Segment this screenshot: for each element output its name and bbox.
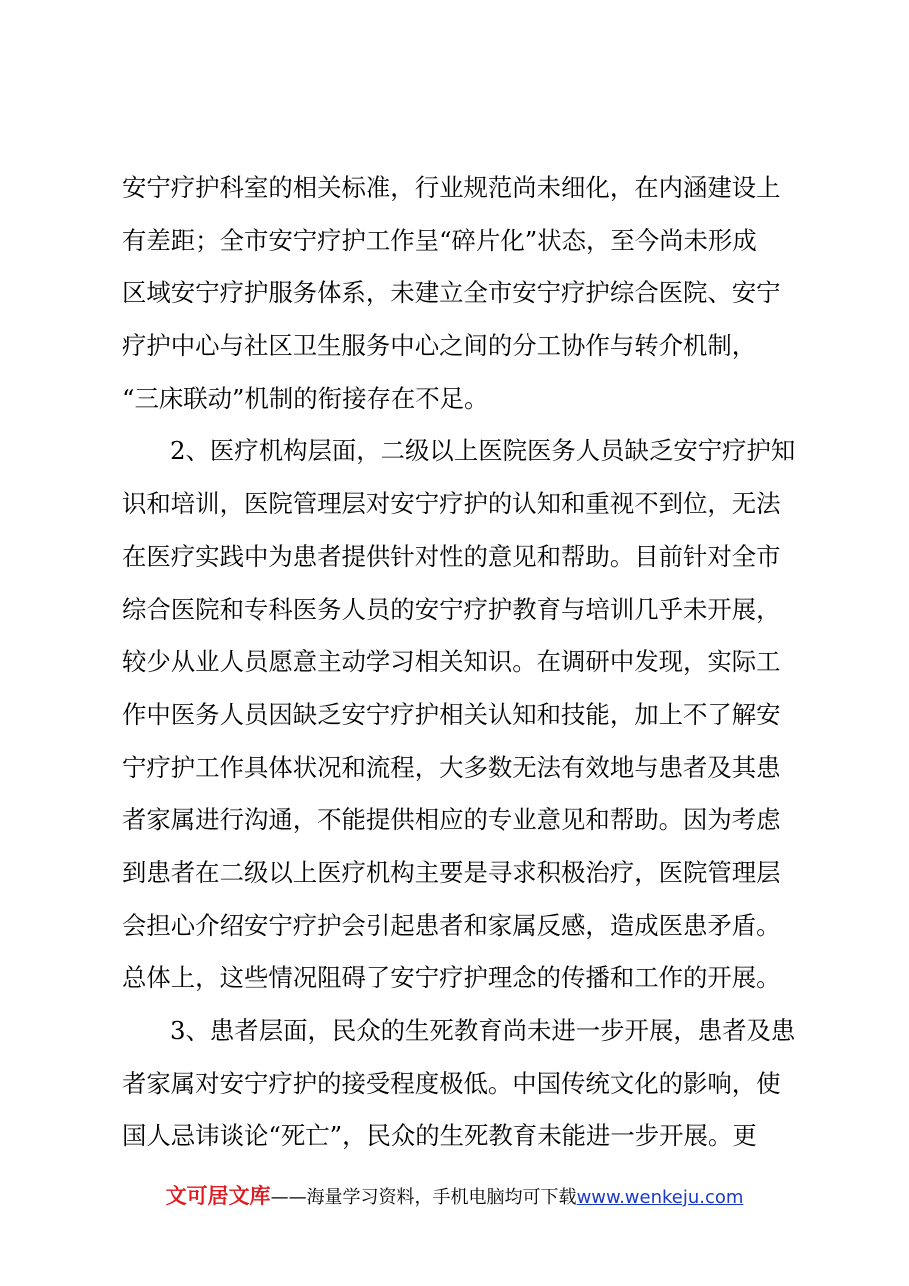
footer-brand: 文可居文库 <box>165 1184 271 1208</box>
text-line: 识和培训，医院管理层对安宁疗护的认知和重视不到位，无法 <box>122 489 781 519</box>
text-line: 国人忌讳谈论“死亡”，民众的生死教育未能进一步开展。更 <box>122 1121 757 1151</box>
footer-website-link[interactable]: www.wenkeju.com <box>576 1187 744 1208</box>
text-line: 有差距；全市安宁疗护工作呈“碎片化”状态，至今尚未形成 <box>122 225 757 255</box>
paragraph-start-line: 3、患者层面，民众的生死教育尚未进一步开展，患者及患 <box>170 1016 796 1045</box>
text-line: 区域安宁疗护服务体系，未建立全市安宁疗护综合医院、安宁 <box>122 278 781 308</box>
text-line: 宁疗护工作具体状况和流程，大多数无法有效地与患者及其患 <box>122 752 781 782</box>
page-footer <box>0 1180 909 1210</box>
text-line: 安宁疗护科室的相关标准，行业规范尚未细化，在内涵建设上 <box>122 173 781 202</box>
footer-tagline: ——海量学习资料，手机电脑均可下载 <box>270 1187 577 1208</box>
document-body <box>122 162 796 1163</box>
text-line: 较少从业人员愿意主动学习相关知识。在调研中发现，实际工 <box>122 647 781 677</box>
text-line: 疗护中心与社区卫生服务中心之间的分工协作与转介机制， <box>122 331 757 361</box>
text-line: 在医疗实践中为患者提供针对性的意见和帮助。目前针对全市 <box>122 541 781 571</box>
text-line: 作中医务人员因缺乏安宁疗护相关认知和技能，加上不了解安 <box>122 699 781 729</box>
text-line: “三床联动”机制的衔接存在不足。 <box>122 383 489 413</box>
text-line: 到患者在二级以上医疗机构主要是寻求积极治疗，医院管理层 <box>122 857 781 887</box>
text-line: 综合医院和专科医务人员的安宁疗护教育与培训几乎未开展， <box>122 594 781 624</box>
text-line: 总体上，这些情况阻碍了安宁疗护理念的传播和工作的开展。 <box>122 963 781 993</box>
text-line: 者家属对安宁疗护的接受程度极低。中国传统文化的影响，使 <box>122 1068 781 1098</box>
text-line: 会担心介绍安宁疗护会引起患者和家属反感，造成医患矛盾。 <box>122 910 781 940</box>
paragraph-start-line: 2、医疗机构层面，二级以上医院医务人员缺乏安宁疗护知 <box>170 436 796 466</box>
text-line: 者家属进行沟通，不能提供相应的专业意见和帮助。因为考虑 <box>122 805 781 835</box>
